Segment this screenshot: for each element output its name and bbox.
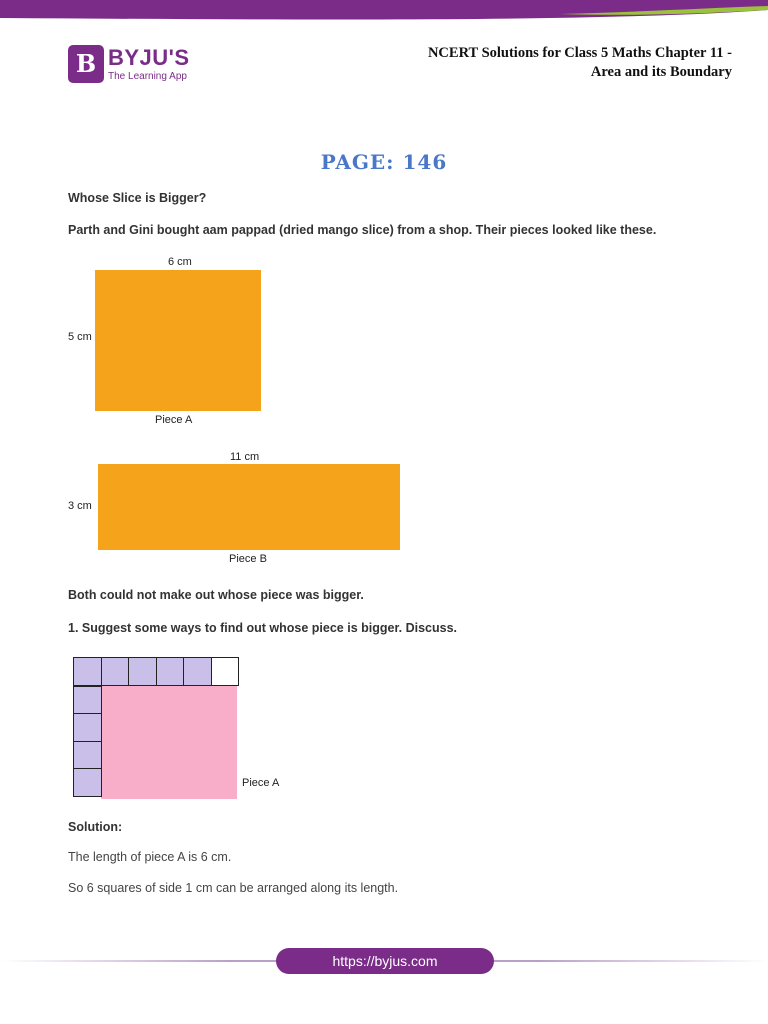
piece-a-caption: Piece A [155,414,193,426]
logo-mark: B [68,45,104,83]
unit-square-left [73,686,102,715]
piece-a-fill [101,686,237,799]
solution-line-1: The length of piece A is 6 cm. [68,850,232,864]
unit-square-top [128,657,157,686]
unit-square-left [73,741,102,770]
section-heading: Whose Slice is Bigger? [68,191,207,205]
piece-b-width-label: 11 cm [230,451,260,463]
logo-name: BYJU'S [108,45,190,70]
title-line-1: NCERT Solutions for Class 5 Maths Chapter 11 - [427,45,732,61]
byjus-logo [68,45,208,87]
unit-square-top [183,657,212,686]
piece-a-height-label: 5 cm [68,331,92,343]
document-title [352,44,732,82]
solution-line-2: So 6 squares of side 1 cm can be arranged along its length. [68,881,399,895]
question-text: 1. Suggest some ways to find out whose piece is bigger. Discuss. [68,621,457,635]
footer-url-link[interactable]: https://byjus.com [276,948,494,974]
page-number-heading: PAGE: 146 [320,150,448,174]
piece-a-width-label: 6 cm [168,256,192,268]
logo-tagline: The Learning App [108,71,187,82]
statement-text: Both could not make out whose piece was bigger. [68,588,364,602]
header-band [0,0,768,22]
piece-a-rectangle [95,270,261,411]
piece-b-height-label: 3 cm [68,500,92,512]
piece-b-caption: Piece B [229,553,267,565]
solution-label: Solution: [68,820,123,834]
grid-caption: Piece A [242,777,280,789]
title-line-2: Area and its Boundary [590,64,732,80]
unit-square-top [156,657,185,686]
piece-b-rectangle [98,464,400,550]
unit-square-top [101,657,130,686]
unit-square-left [73,768,102,797]
intro-text: Parth and Gini bought aam pappad (dried mango slice) from a shop. Their pieces looked like these. [68,223,657,237]
unit-square-left [73,713,102,742]
unit-square-top [211,657,240,686]
unit-square-top [73,657,102,686]
